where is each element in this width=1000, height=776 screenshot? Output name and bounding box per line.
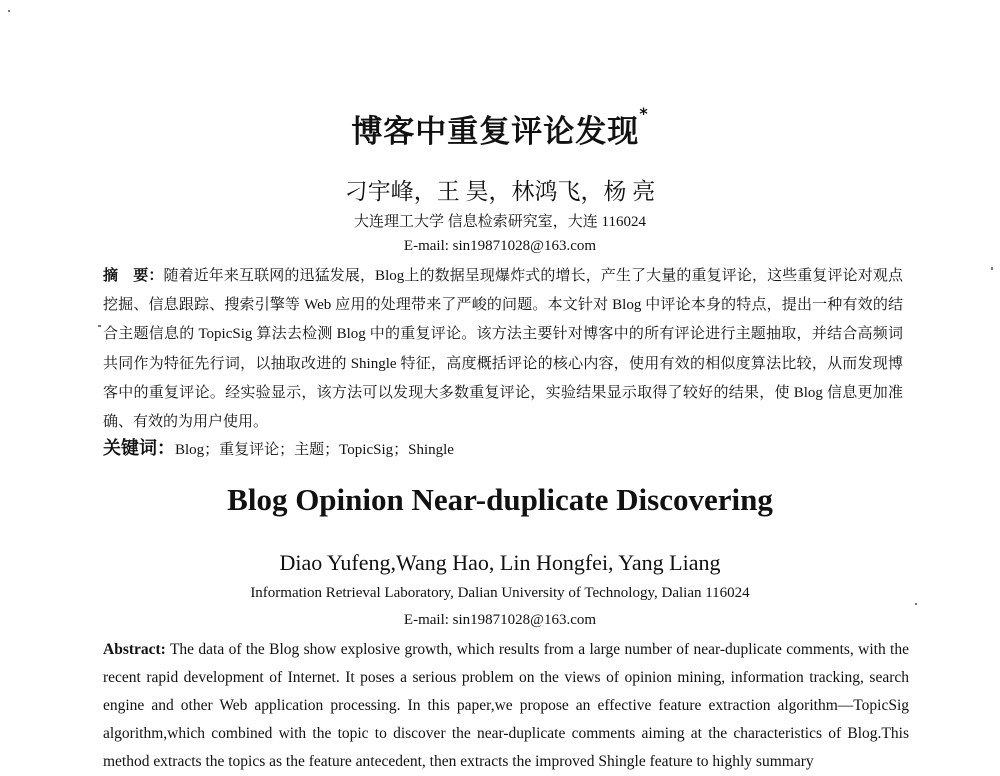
chinese-keywords-text: Blog；重复评论；主题；TopicSig；Shingle [175, 442, 454, 458]
chinese-authors: 刁宇峰，王 昊，林鸿飞，杨 亮 [344, 179, 656, 204]
chinese-abstract-label: 摘 要： [103, 268, 164, 284]
chinese-keywords-label: 关键词： [103, 438, 175, 459]
english-title: Blog Opinion Near-duplicate Discovering [227, 482, 773, 517]
english-affiliation: Information Retrieval Laboratory, Dalian University of Technology, Dalian 116024 [250, 585, 750, 601]
title-footnote-mark: * [639, 104, 649, 123]
english-abstract-text: The data of the Blog show explosive growth, which results from a large number of near-duplicate comments, with the recent rapid development of Internet. It poses a serious problem on the views of opinion mining, information tracking, search engine and other Web application processing. In this paper,we propose an effective feature extraction algorithm—TopicSig algorithm,which combined with the topic to discover the near-duplicate comments aiming at the characteristics of Blog.This method extracts the topics as the feature antecedent, then extracts the improved Shingle feature to highly summary [103, 641, 909, 770]
chinese-email: E-mail: sin19871028@163.com [403, 238, 597, 254]
scan-speck [991, 267, 993, 270]
english-email: E-mail: sin19871028@163.com [403, 612, 597, 628]
english-abstract-label: Abstract: [103, 641, 166, 658]
chinese-abstract [103, 262, 903, 437]
chinese-keywords [103, 434, 454, 460]
chinese-abstract-text: 随着近年来互联网的迅猛发展，Blog上的数据呈现爆炸式的增长，产生了大量的重复评论，这些重复评论对观点挖掘、信息跟踪、搜索引擎等 Web 应用的处理带来了严峻的问题。本文针对 Blog 中评论本身的特点，提出一种有效的结合主题信息的 TopicSig 算法去检测 Blog 中的重复评论。该方法主要针对博客中的所有评论进行主题抽取，并结合高频词共同作为特征先行词，以抽取改进的 Shingle 特征，高度概括评论的核心内容，使用有效的相似度算法比较，从而发现博客中的重复评论。经实验显示，该方法可以发现大多数重复评论，实验结果显示取得了较好的结果，使 Blog 信息更加准确、有效的为用户使用。 [103, 268, 903, 431]
chinese-title-text: 博客中重复评论发现 [351, 114, 640, 150]
chinese-affiliation: 大连理工大学 信息检索研究室，大连 116024 [354, 214, 646, 230]
scan-speck [915, 603, 917, 605]
scan-speck [98, 325, 101, 327]
english-authors: Diao Yufeng,Wang Hao, Lin Hongfei, Yang Liang [279, 550, 721, 575]
english-abstract [103, 636, 909, 776]
chinese-title [0, 106, 1000, 151]
scan-speck [8, 10, 10, 12]
